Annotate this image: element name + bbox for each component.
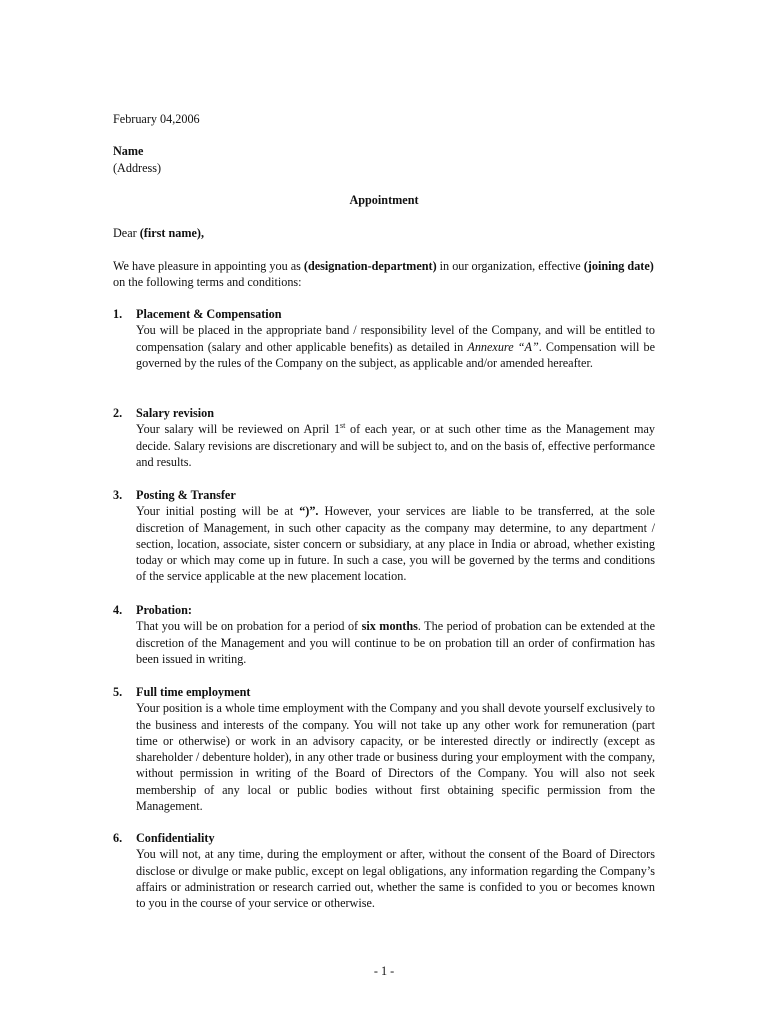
intro-joining-date: (joining date) bbox=[583, 259, 654, 273]
section-heading bbox=[113, 830, 655, 846]
section-heading bbox=[113, 684, 655, 700]
recipient-name: Name bbox=[113, 144, 144, 158]
section-heading bbox=[113, 602, 655, 618]
section-text: You will be placed in the appropriate band / responsibility level of the Company, and will be entitled to compensation (salary and other applicable benefits) as detailed in bbox=[136, 323, 655, 354]
section-text: Your initial posting will be at bbox=[136, 504, 300, 519]
section-body bbox=[136, 421, 655, 470]
section-text: However, your services are liable to be transferred, at the sole discretion of Management, in such other capacity as the company may determine, to any department / section, location, associate, sister concern or subsidiary, at any place in India or abroad, whether existing today or which may come up in future. In such a case, you will be governed by the terms and conditions of the service applicable at the new placement location. bbox=[136, 504, 655, 584]
probation-period: six months bbox=[361, 619, 418, 634]
section-title: Probation: bbox=[136, 603, 192, 617]
page-number: - 1 - bbox=[373, 964, 395, 978]
section-heading bbox=[113, 306, 655, 322]
section-posting-transfer bbox=[113, 487, 655, 585]
section-number: 3. bbox=[113, 488, 123, 502]
section-title: Salary revision bbox=[136, 406, 214, 420]
intro-paragraph bbox=[113, 258, 655, 291]
section-heading bbox=[113, 405, 655, 421]
section-number: 5. bbox=[113, 685, 123, 699]
section-text: Your salary will be reviewed on April 1 bbox=[136, 422, 341, 437]
section-body bbox=[136, 322, 655, 371]
intro-text-1: We have pleasure in appointing you as bbox=[113, 259, 304, 273]
annexure-reference: Annexure “A” bbox=[467, 339, 539, 354]
section-text: of each year, or at such other time as the Management may decide. Salary revisions are discretionary and will be subject to, and on the basis of, effective performance and results. bbox=[136, 422, 656, 469]
intro-text-3: on the following terms and conditions: bbox=[113, 275, 302, 290]
section-text: . The period of probation can be extended at the discretion of the Management and you will continue to be on probation till an order of confirmation has been issued in writing. bbox=[136, 619, 655, 666]
section-full-time-employment bbox=[113, 684, 655, 814]
section-title: Posting & Transfer bbox=[136, 488, 236, 502]
section-number: 1. bbox=[113, 307, 123, 321]
section-text: . Compensation will be governed by the rules of the Company on the subject, as applicable and/or amended hereafter. bbox=[136, 339, 655, 370]
intro-designation: (designation-department) bbox=[303, 259, 437, 273]
section-salary-revision bbox=[113, 405, 655, 470]
intro-text-2: in our organization, effective bbox=[436, 259, 584, 273]
section-placement-compensation bbox=[113, 306, 655, 371]
section-number: 2. bbox=[113, 406, 123, 420]
ordinal-superscript: st bbox=[340, 421, 346, 431]
salutation-name: (first name), bbox=[139, 226, 205, 240]
section-title: Confidentiality bbox=[136, 831, 215, 845]
recipient-address: (Address) bbox=[113, 161, 162, 175]
section-number: 4. bbox=[113, 603, 123, 617]
section-title: Full time employment bbox=[136, 685, 251, 699]
salutation-prefix: Dear bbox=[113, 226, 140, 240]
salutation bbox=[113, 225, 655, 241]
section-body: You will not, at any time, during the employment or after, without the consent of the Board of Directors disclose or divulge or make public, except on legal obligations, any information regarding the Company’s affairs or administration or research carried out, whether the same is confided to you or becomes known to you in the course of your service or otherwise. bbox=[136, 847, 655, 911]
posting-location: “)”. bbox=[299, 504, 319, 519]
section-probation bbox=[113, 602, 655, 667]
section-text: That you will be on probation for a period of bbox=[136, 619, 362, 634]
section-confidentiality bbox=[113, 830, 655, 911]
section-body bbox=[136, 618, 655, 667]
letter-date: February 04,2006 bbox=[113, 112, 200, 126]
section-body bbox=[136, 503, 655, 584]
section-title: Placement & Compensation bbox=[136, 307, 282, 321]
section-number: 6. bbox=[113, 831, 123, 845]
letter-title: Appointment bbox=[349, 193, 419, 207]
section-heading bbox=[113, 487, 655, 503]
section-body: Your position is a whole time employment with the Company and you shall devote yourself exclusively to the business and interests of the company. You will not take up any other work for remuneration (part time or otherwise) or work in an advisory capacity, or be interested directly or indirectly (except as shareholder / debenture holder), in any other trade or business during your employment with the company, without permission in writing of the Board of Directors of the Company. You will also not seek membership of any local or public bodies without first obtaining specific permission from the Management. bbox=[136, 701, 655, 814]
